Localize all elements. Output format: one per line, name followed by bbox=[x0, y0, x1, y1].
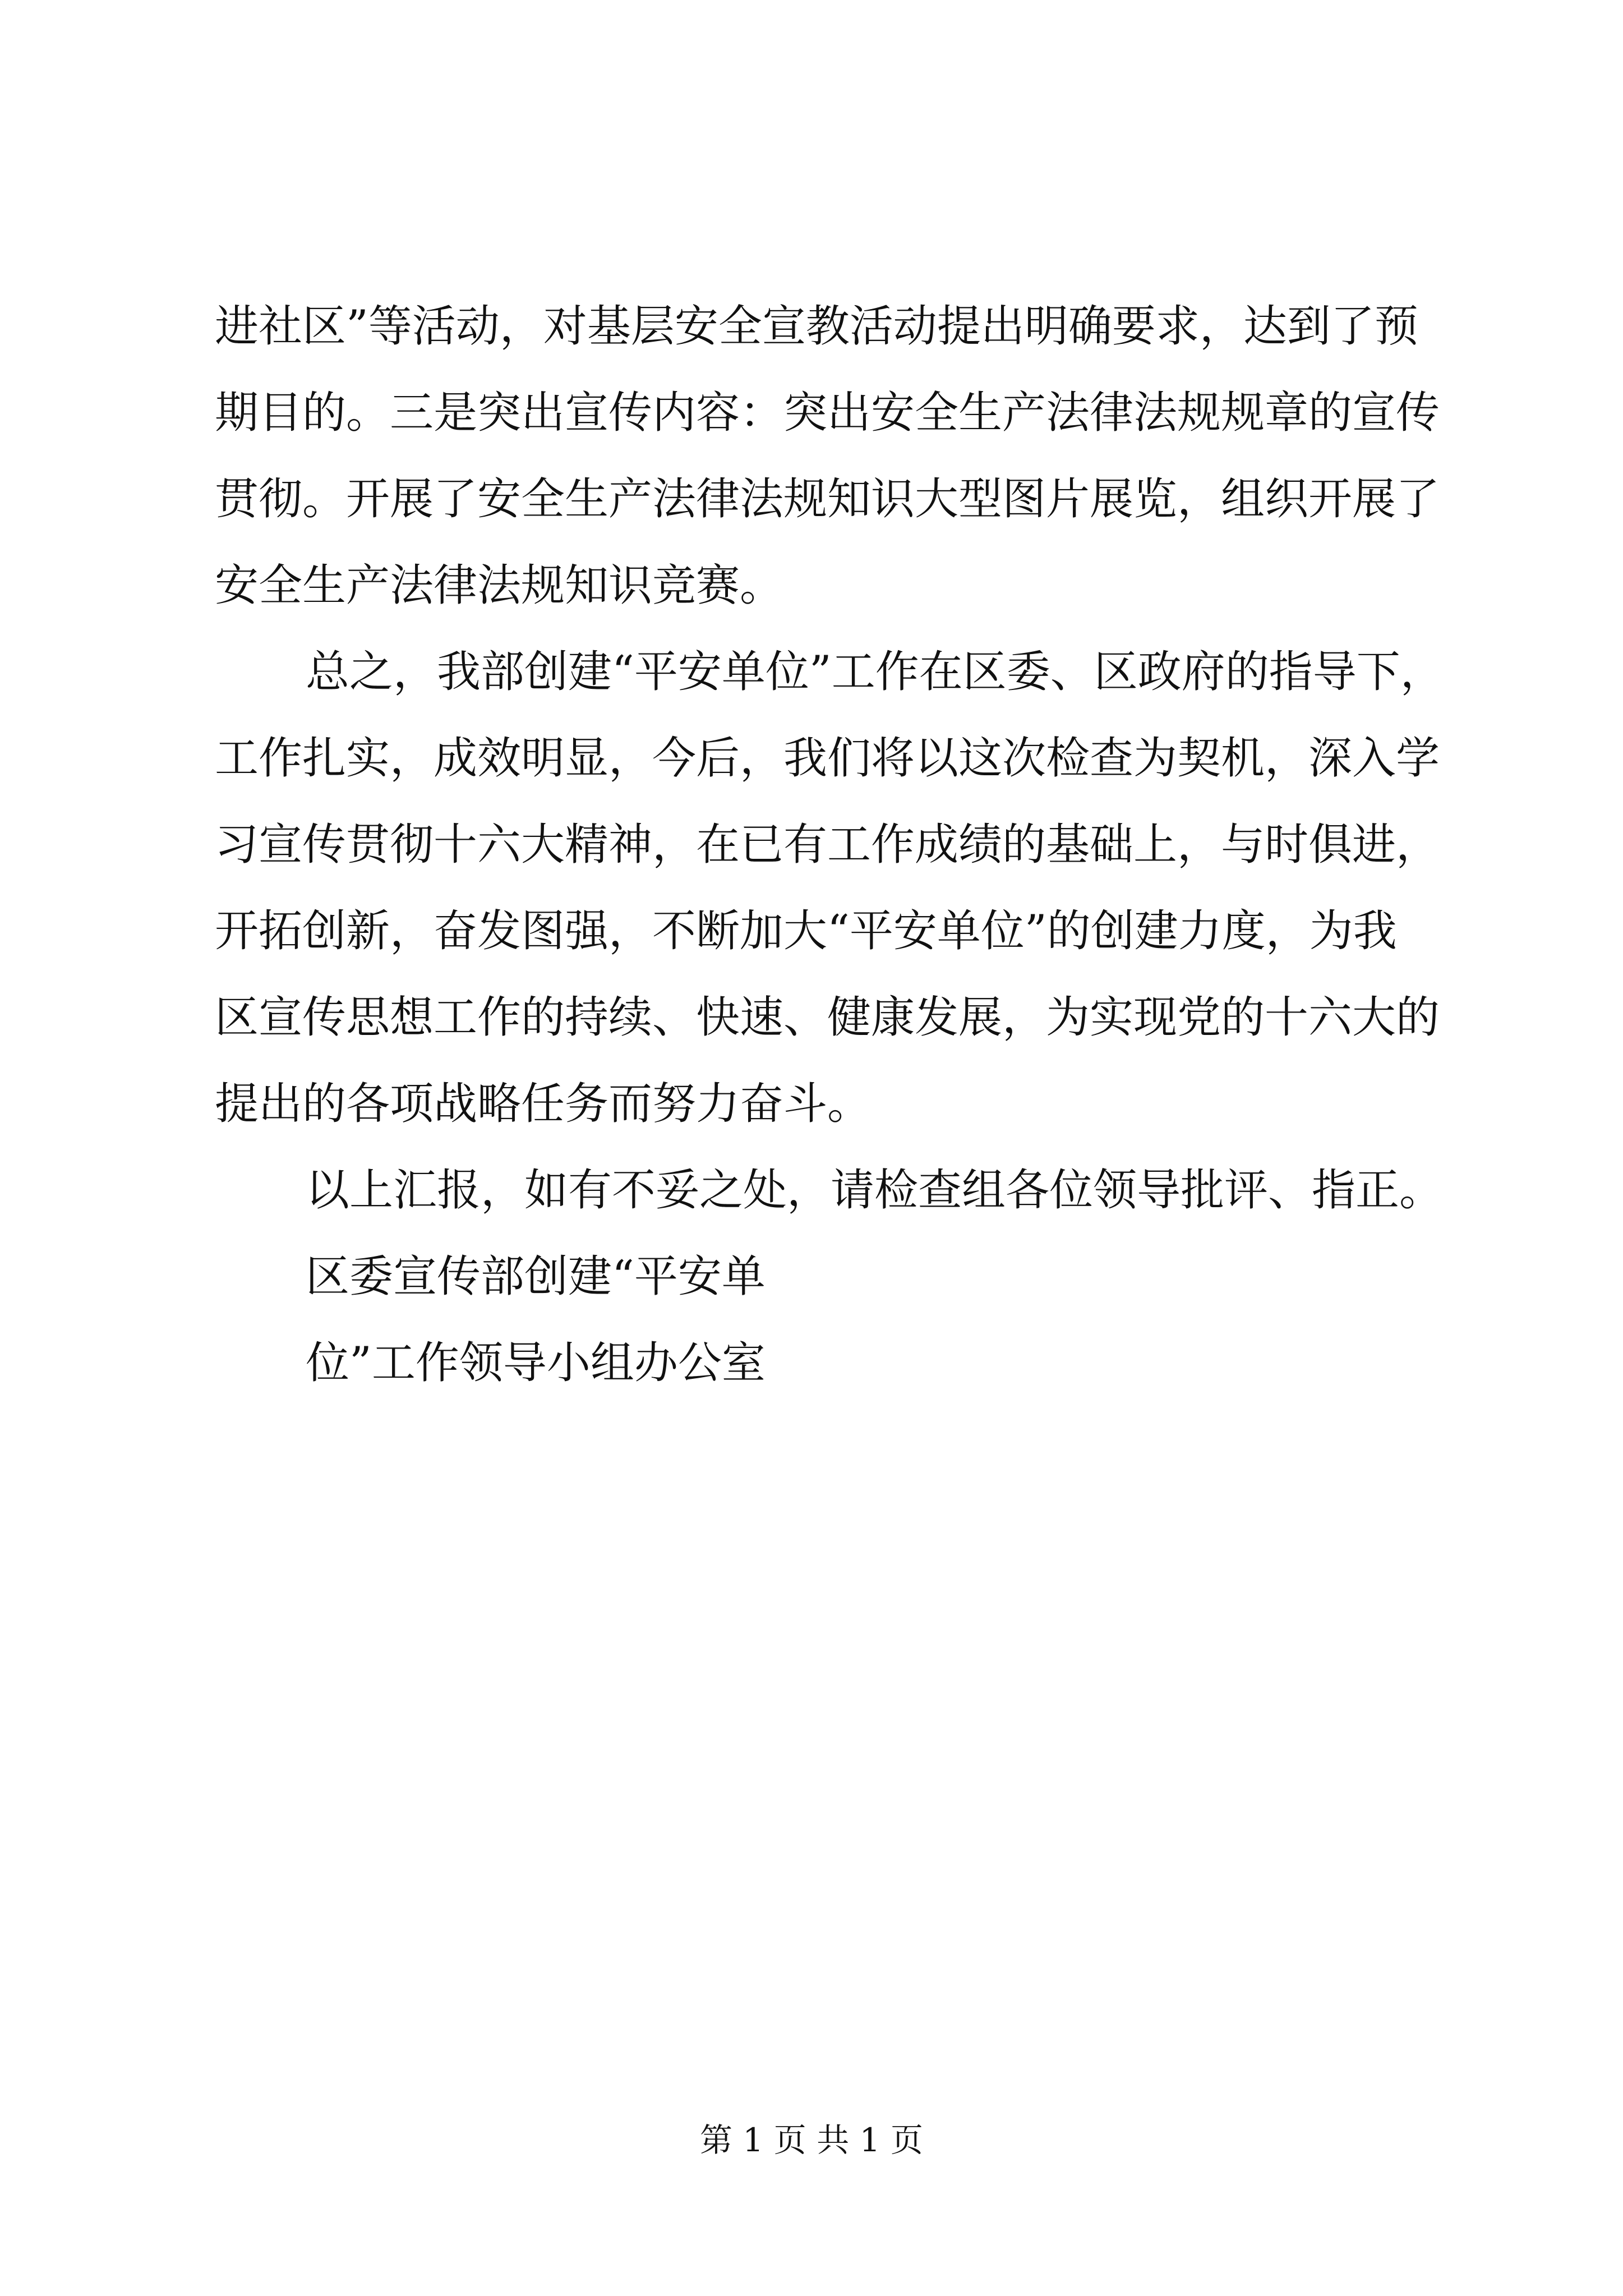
text-line: 期目的。三是突出宣传内容：突出安全生产法律法规规章的宣传 bbox=[215, 388, 1440, 438]
signature-line: 位”工作领导小组办公室 bbox=[306, 1338, 766, 1388]
text-line: 区宣传思想工作的持续、快速、健康发展，为实现党的十六大的 bbox=[215, 992, 1440, 1043]
text-line: 以上汇报，如有不妥之处，请检查组各位领导批评、指正。 bbox=[306, 1165, 1444, 1216]
text-line: 开拓创新，奋发图强，不断加大“平安单位”的创建力度，为我 bbox=[215, 906, 1397, 956]
text-line: 提出的各项战略任务而努力奋斗。 bbox=[215, 1079, 872, 1129]
text-line: 工作扎实，成效明显，今后，我们将以这次检查为契机，深入学 bbox=[215, 733, 1440, 784]
signature-line: 区委宣传部创建“平安单 bbox=[306, 1251, 766, 1302]
text-line: 安全生产法律法规知识竞赛。 bbox=[215, 560, 784, 611]
text-line: 习宣传贯彻十六大精神，在已有工作成绩的基础上，与时俱进， bbox=[215, 820, 1440, 870]
text-line: 总之，我部创建“平安单位”工作在区委、区政府的指导下， bbox=[306, 647, 1444, 697]
page-footer: 第 1 页 共 1 页 bbox=[700, 2121, 923, 2159]
text-line: 贯彻。开展了安全生产法律法规知识大型图片展览，组织开展了 bbox=[215, 474, 1440, 524]
text-line: 进社区”等活动，对基层安全宣教活动提出明确要求，达到了预 bbox=[215, 301, 1418, 352]
